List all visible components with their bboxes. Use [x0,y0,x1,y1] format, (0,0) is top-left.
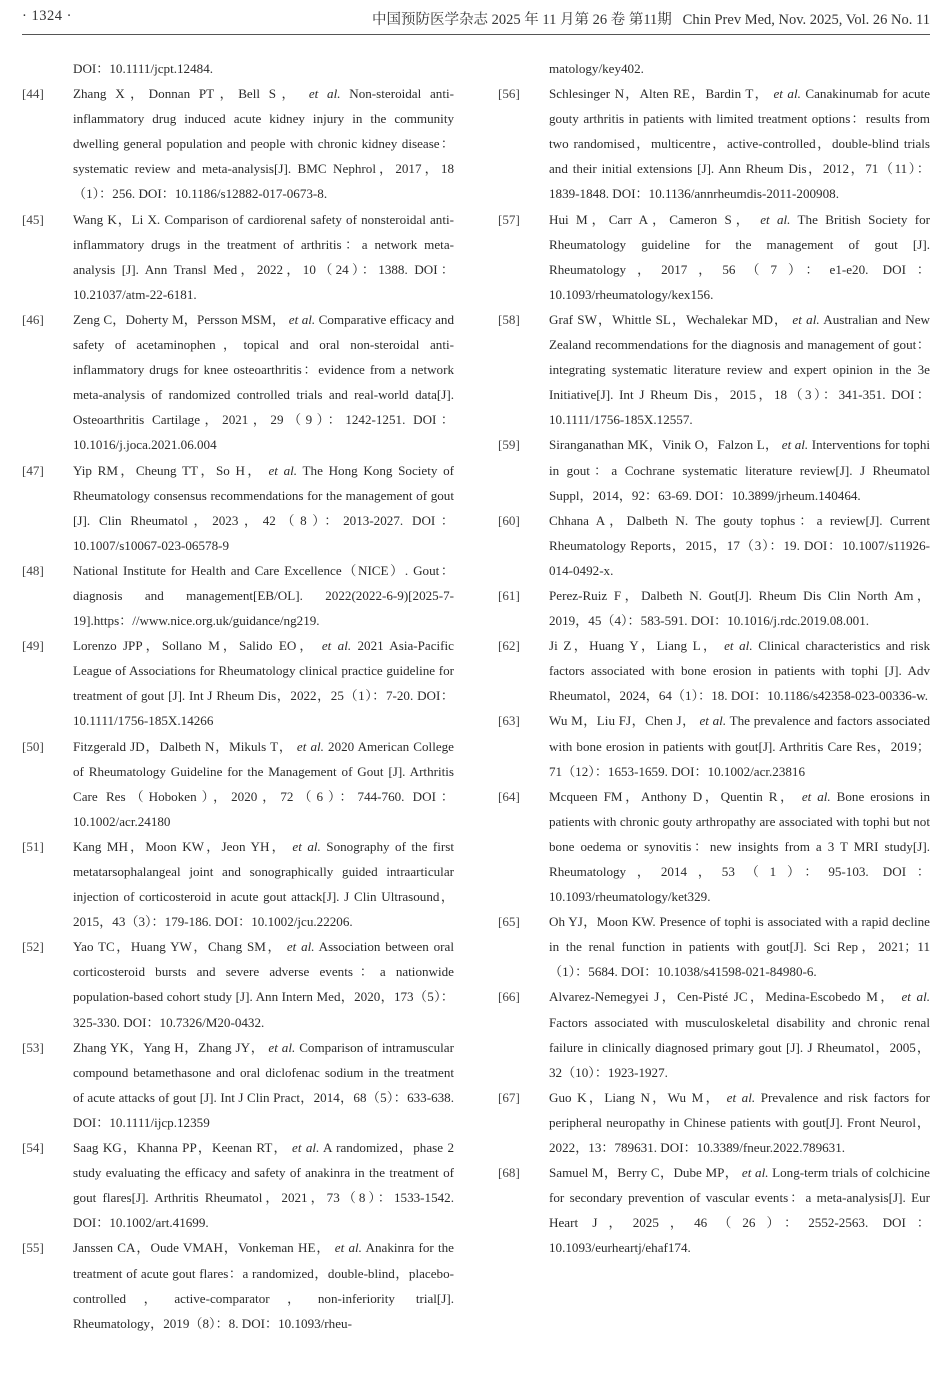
reference-number: [47] [22,462,44,478]
reference-item [22,1135,454,1235]
reference-authors: Chhana A，Dalbeth N. [549,512,689,528]
reference-number: [58] [498,311,520,327]
reference-text [549,1085,930,1160]
reference-text [73,1235,454,1335]
reference-number: [48] [22,562,44,578]
reference-et-al: et al. [792,311,820,327]
reference-authors: Wang K，Li X. [73,211,161,227]
reference-item [498,784,930,909]
reference-item [498,307,930,432]
reference-number: [52] [22,939,44,955]
reference-text [549,307,930,432]
reference-et-al: et al. [724,638,753,654]
reference-text [549,1160,930,1260]
journal-title-en: Chin Prev Med, Nov. 2025, Vol. 26 No. 11 [682,12,930,28]
reference-authors: Ji Z，Huang Y，Liang L， [549,638,719,654]
reference-text [73,307,454,458]
reference-item [498,207,930,307]
reference-item [22,734,454,834]
reference-number: [53] [22,1039,44,1055]
reference-et-al: et al. [268,1039,296,1055]
reference-number: [66] [498,989,520,1005]
reference-item [22,934,454,1034]
reference-number: [60] [498,512,520,528]
reference-text [73,1035,454,1135]
reference-item [498,633,930,708]
reference-body: Long-term trials of colchicine for secondary prevention of vascular events：a meta-analysis[J]. Eur Heart J，2025，46（26）：2552-2563. DOI：10.1093/eurheartj/ehaf174. [549,1165,930,1256]
header-divider [22,34,930,35]
reference-authors: Graf SW，Whittle SL，Wechalekar MD， [549,311,789,327]
reference-body: Australian and New Zealand recommendations for the diagnosis and management of gout：integrating systematic literature review and expert opinion in the 3e Initiative[J]. Int J Rheum Dis，2015，18（3）：341-351. DOI：10.1111/1756-185X.12557. [549,311,931,428]
reference-text [549,909,930,984]
reference-text [549,583,930,633]
reference-column-right [498,56,930,1261]
reference-number: [50] [22,738,44,754]
reference-body: The gouty tophus：a review[J]. Current Rheumatology Reports，2015，17（3）：19. DOI：10.1007/s11926-014-0492-x. [549,512,930,578]
reference-number: [59] [498,437,520,453]
reference-text [73,458,454,558]
reference-et-al: et al. [292,838,321,854]
reference-text [73,207,454,307]
reference-body: Interventions for tophi in gout：a Cochrane systematic literature review[J]. J Rheumatol Suppl，2014，92：63-69. DOI：10.3899/jrheum.140464. [549,437,931,503]
reference-list-right [498,81,930,1260]
reference-number: [46] [22,311,44,327]
reference-et-al: et al. [268,462,298,478]
reference-text [73,834,454,934]
reference-authors: Schlesinger N，Alten RE，Bardin T， [549,86,769,102]
reference-text [73,1135,454,1235]
reference-authors: Yao TC，Huang YW，Chang SM， [73,939,283,955]
reference-authors: Oh YJ，Moon KW. [549,914,656,930]
reference-item [498,583,930,633]
reference-number: [67] [498,1089,520,1105]
reference-item [498,432,930,507]
reference-number: [65] [498,914,520,930]
reference-et-al: et al. [296,738,324,754]
reference-number: [51] [22,838,44,854]
reference-authors: Yip RM，Cheung TT，So H， [73,462,263,478]
reference-body: The prevalence and factors associated with bone erosion in patients with gout[J]. Arthritis Care Res，2019；71（12）：1653-1659. DOI：10.1002/acr.23816 [549,713,930,779]
reference-et-al: et al. [292,1140,320,1156]
reference-number: [56] [498,86,520,102]
reference-number: [55] [22,1240,44,1256]
reference-number: [64] [498,788,520,804]
reference-body: Gout：diagnosis and management[EB/OL]. 2022(2022-6-9)[2025-7-19].https：//www.nice.org.uk/guidance/ng219. [73,562,454,629]
reference-item [498,708,930,783]
reference-et-al: et al. [288,311,316,327]
reference-et-al: et al. [308,86,341,102]
reference-authors: Fitzgerald JD，Dalbeth N，Mikuls T， [73,738,293,754]
reference-text [549,633,930,708]
reference-text [549,708,930,783]
reference-continuation: DOI：10.1111/jcpt.12484. [73,61,214,76]
reference-item [498,1085,930,1160]
journal-citation-line [372,8,930,29]
reference-body: A randomized，phase 2 study evaluating the efficacy and safety of anakinra in the treatment of gout flares[J]. Arthritis Rheumatol，2021，73（8）：1533-1542. DOI：10.1002/art.41699. [73,1140,454,1231]
reference-et-al: et al. [726,1089,756,1105]
journal-title-cn: 中国预防医学杂志 2025 年 11 月第 26 卷 第11期 [371,12,672,28]
reference-text [549,508,930,583]
reference-body: Non-steroidal anti-inflammatory drug induced acute kidney injury in the community dwelling general population and people with chronic kidney disease：systematic review and meta-analysis[J]. BMC Nephrol，2017，18（1）：256. DOI：10.1186/s12882-017-0673-8. [73,86,454,202]
reference-et-al: et al. [781,437,809,453]
reference-number: [63] [498,713,520,729]
reference-text [73,934,454,1034]
reference-body: Bone erosions in patients with chronic gouty arthropathy are associated with tophi but not bone oedema or synovitis：new insights from a 3 T MRI study[J]. Rheumatology，2014，53（1）：95-103. DOI：10.1093/rheumatology/ket329. [549,788,930,905]
reference-body: Clinical characteristics and risk factors associated with bone erosion in patients with tophi [J]. Adv Rheumatol，2024，64（1）：18. DOI：10.1186/s42358-023-00336-w. [549,638,931,704]
reference-body: Sonography of the first metatarsophalangeal joint and sonographically guided intraarticular injection of corticosteroid in acute gout attack[J]. J Clin Ultrasound，2015，43（3）：179-186. DOI：10.1002/jcu.22206. [73,838,454,930]
reference-item [22,1235,454,1335]
page-number: · 1324 · [22,8,72,24]
reference-item [22,307,454,458]
reference-continuation: matology/key402. [549,61,644,76]
reference-et-al: et al. [773,86,801,102]
reference-body: Canakinumab for acute gouty arthritis in patients with limited treatment options：results from two randomised，multicentre，active-controlled，double-blind trials and their initial extensions [J]. Ann Rheum Dis，2012，71（11）：1839-1848. DOI：10.1136/annrheumdis-2011-200908. [549,86,931,202]
reference-item [498,1160,930,1260]
reference-item [498,984,930,1084]
reference-et-al: et al. [699,713,727,729]
reference-body: Association between oral corticosteroid bursts and severe adverse events：a nationwide population-based cohort study [J]. Ann Intern Med，2020，173（5）：325-330. DOI：10.7326/M20-0432. [73,939,454,1030]
reference-body: Comparison of cardiorenal safety of nonsteroidal anti-inflammatory drugs in the treatment of arthritis：a network meta-analysis [J]. Ann Transl Med，2022，10（24）：1388. DOI：10.21037/atm-22-6181. [73,211,454,302]
reference-number: [45] [22,211,44,227]
reference-body: Comparative efficacy and safety of acetaminophen，topical and oral non-steroidal anti-inflammatory drugs for knee osteoarthritis：evidence from a network meta-analysis of randomized controlled trials and real-world data[J]. Osteoarthritis Cartilage，2021，29（9）：1242-1251. DOI：10.1016/j.joca.2021.06.004 [73,311,455,453]
reference-authors: Lorenzo JPP，Sollano M，Salido EO， [73,638,316,654]
reference-et-al: et al. [760,211,791,227]
reference-body: Factors associated with musculoskeletal disability and chronic renal failure in clinically diagnosed primary gout [J]. J Rheumatol，2005，32（10）：1923-1927. [549,1014,930,1080]
reference-et-al: et al. [334,1240,362,1256]
running-header [22,6,930,30]
reference-authors: Janssen CA，Oude VMAH，Vonkeman HE， [73,1240,331,1256]
reference-item [22,558,454,633]
reference-body: Anakinra for the treatment of acute gout flares：a randomized，double-blind，placebo-controlled，active-comparator，non-inferiority trial[J]. Rheumatology，2019（8）：8. DOI：10.1093/rheu- [73,1240,454,1331]
reference-text [549,784,930,909]
reference-item [22,834,454,934]
reference-list-left [22,81,454,1336]
reference-body: The Hong Kong Society of Rheumatology consensus recommendations for the management of gout [J]. Clin Rheumatol，2023，42（8）：2013-2027. DOI：10.1007/s10067-023-06578-9 [73,462,454,553]
reference-body: Prevalence and risk factors for peripheral neuropathy in Chinese patients with gout[J]. Front Neurol，2022，13：789631. DOI：10.3389/fneur.2022.789631. [549,1089,931,1156]
reference-authors: Zeng C，Doherty M，Persson MSM， [73,311,286,327]
reference-item [22,81,454,206]
reference-authors: Saag KG，Khanna PP，Keenan RT， [73,1140,288,1156]
reference-authors: Perez-Ruiz F，Dalbeth N. [549,587,702,603]
reference-body: Gout[J]. Rheum Dis Clin North Am，2019，45（4）：583-591. DOI：10.1016/j.rdc.2019.08.001. [549,587,930,629]
reference-authors: Zhang YK，Yang H，Zhang JY， [73,1039,265,1055]
reference-et-al: et al. [321,638,352,654]
reference-authors: Samuel M，Berry C，Dube MP， [549,1165,739,1181]
reference-number: [57] [498,211,520,227]
reference-et-al: et al. [741,1165,769,1181]
reference-number: [54] [22,1140,44,1156]
reference-body: 2021 Asia-Pacific League of Associations for Rheumatology clinical practice guideline for treatment of gout [J]. Int J Rheum Dis，2022，25（1）：7-20. DOI：10.1111/1756-185X.14266 [73,638,454,729]
reference-text [549,81,930,206]
reference-body: The British Society for Rheumatology guideline for the management of gout [J]. Rheumatology，2017，56（7）：e1-e20. DOI：10.1093/rheumatology/kex156. [549,211,931,302]
reference-item [498,508,930,583]
reference-item [22,633,454,733]
reference-number: [62] [498,638,520,654]
reference-number: [61] [498,587,520,603]
reference-column-left [22,56,454,1336]
reference-body: Presence of tophi is associated with a rapid decline in the renal function in patients with gout[J]. Sci Rep，2021；11（1）：5684. DOI：10.1038/s41598-021-84980-6. [549,914,930,980]
reference-text [73,81,454,206]
reference-body: Comparison of intramuscular compound betamethasone and oral diclofenac sodium in the treatment of acute attacks of gout [J]. Int J Clin Pract，2014，68（5）：633-638. DOI：10.1111/ijcp.12359 [73,1039,454,1130]
reference-authors: National Institute for Health and Care Excellence（NICE）. [73,562,409,578]
reference-text [73,558,454,633]
reference-text [549,432,930,507]
reference-authors: Zhang X，Donnan PT，Bell S， [73,86,301,102]
reference-number: [49] [22,638,44,654]
reference-et-al: et al. [286,939,315,955]
reference-et-al: et al. [801,788,831,804]
reference-authors: Hui M，Carr A，Cameron S， [549,211,753,227]
reference-authors: Guo K，Liang N，Wu M， [549,1089,722,1105]
reference-number: [44] [22,86,44,102]
reference-item [498,81,930,206]
reference-item [22,458,454,558]
reference-text [549,207,930,307]
reference-et-al: et al. [901,989,931,1005]
reference-authors: Siranganathan MK，Vinik O，Falzon L， [549,437,779,453]
reference-authors: Alvarez-Nemegyei J，Cen-Pisté JC，Medina-Escobedo M， [549,989,896,1005]
reference-text [549,984,930,1084]
reference-text [73,633,454,733]
reference-number: [68] [498,1165,520,1181]
reference-item [22,1035,454,1135]
reference-authors: Kang MH，Moon KW，Jeon YH， [73,838,287,854]
reference-body: 2020 American College of Rheumatology Guideline for the Management of Gout [J]. Arthritis Care Res（Hoboken），2020，72（6）：744-760. DOI：10.1002/acr.24180 [73,738,454,829]
reference-item [498,909,930,984]
reference-authors: Wu M，Liu FJ，Chen J， [549,713,696,729]
reference-item [22,207,454,307]
reference-text [73,734,454,834]
reference-authors: Mcqueen FM，Anthony D，Quentin R， [549,788,796,804]
